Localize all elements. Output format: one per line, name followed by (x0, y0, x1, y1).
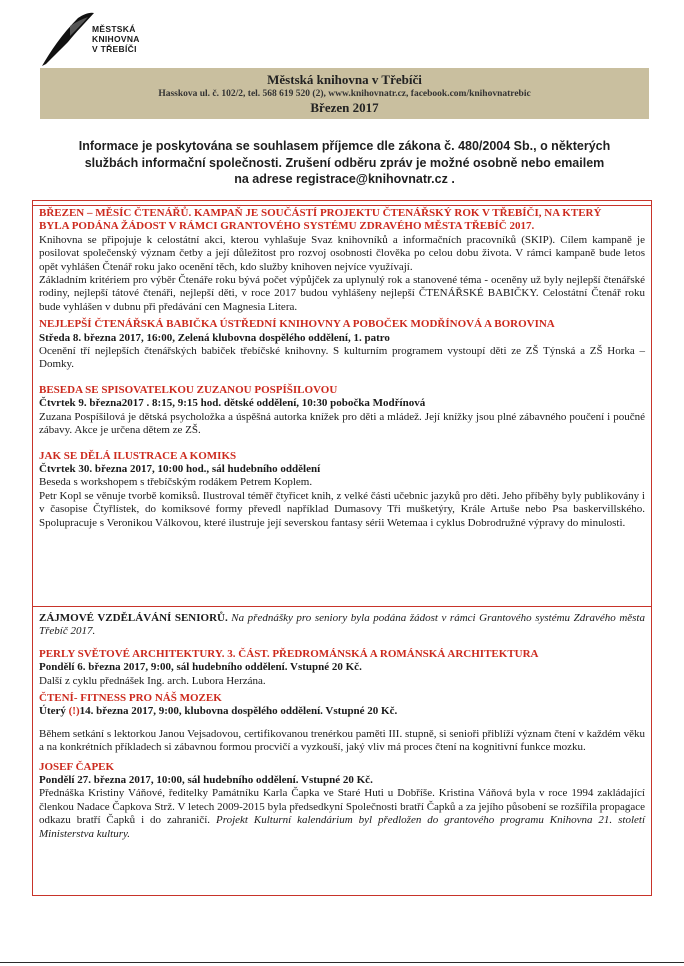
section-title: BYLA PODÁNA ŽÁDOST V RÁMCI GRANTOVÉHO SYSTÉMU ZDRAVÉHO MĚSTA TŘEBÍČ 2017. (39, 220, 535, 233)
logo-text (92, 24, 140, 54)
info-line: na adrese registrace@knihovnatr.cz . (234, 172, 455, 186)
subscription-info (40, 138, 649, 188)
info-line: Informace je poskytována se souhlasem příjemce dle zákona č. 480/2004 Sb., o některých (78, 139, 611, 153)
event-description: Zuzana Pospíšilová je dětská psycholožka a úspěšná autorka knížek pro děti a mládež. Její knížky jsou plné zábavného poučení i poučné zábavy. Akce je určena dětem ze ZŠ. (39, 410, 645, 437)
page-bottom-rule (0, 962, 684, 963)
logo-line: MĚSTSKÁ (92, 24, 136, 34)
event-title: ČTENÍ- FITNESS PRO NÁŠ MOZEK (39, 692, 222, 705)
logo-line: KNIHOVNA (92, 34, 140, 44)
event-when: Pondělí 6. března 2017, 9:00, sál hudebního oddělení. Vstupné 20 Kč. (39, 661, 362, 674)
event-when: Středa 8. března 2017, 16:00, Zelená klubovna dospělého oddělení, 1. patro (39, 331, 390, 344)
info-line: službách informační společnosti. Zrušení odběru zpráv je možné osobně nebo emailem (84, 155, 605, 170)
event-date: 14. března 2017, 9:00, klubovna dospělého oddělení. Vstupné 20 Kč. (79, 705, 398, 718)
event-title: BESEDA SE SPISOVATELKOU ZUZANOU POSPÍŠILOVOU (39, 383, 338, 396)
paragraph: Knihovna se připojuje k celostátní akci, kterou vyhlašuje Svaz knihovníků a informačních pracovníků (SKIP). Cílem kampaně je posilovat společenský význam četby a její důležitost pro rozvoj osobnosti člověka po celou dobu života. V rámci kampaně bude letos opět vyhlášen Čtenář roku jako ocenění těch, kdo služby knihoven nejvíce využívají. (39, 233, 645, 273)
section-heading-bold: ZÁJMOVÉ VZDĚLÁVÁNÍ SENIORŮ. (39, 612, 228, 624)
section-heading-italic: Na přednášky pro seniory byla podána žádost v rámci Grantového systému Zdravého města Třebíč 2017. (39, 612, 645, 638)
event-when: Čtvrtek 30. března 2017, 10:00 hod., sál hudebního oddělení (39, 462, 321, 475)
event-description: Ocenění tří nejlepších čtenářských babiček třebíčské knihovny. S kulturním programem vystoupí děti ze ZŠ Týnská a ZŠ Horka – Domky. (39, 345, 645, 371)
event-description: Beseda s workshopem s třebíčským rodákem Petrem Koplem. (39, 476, 313, 489)
event-description: Další z cyklu přednášek Ing. arch. Lubora Herzána. (39, 674, 266, 687)
quill-icon (40, 12, 100, 68)
event-title: JOSEF ČAPEK (39, 760, 115, 773)
section-seniors (39, 612, 645, 841)
attention-mark: (!) (68, 705, 80, 718)
event-day: Úterý (39, 705, 69, 718)
library-name: Městská knihovna v Třebíči (267, 72, 422, 87)
logo-line: V TŘEBÍČI (92, 44, 137, 54)
event-description-text: Přednáška Kristiny Váňové, ředitelky Památníku Karla Čapka ve Staré Huti u Dobříše. Kristina Váňová byla v roce 1994 zakládající členkou Nadace Čapkova Strž. V letech 2009-2015 byla předsedkyní Společnosti bratří Čapků a za jejího působení se rozšířila propagace odkazu bratří Čapků i do zahraničí. (39, 787, 645, 827)
library-logo (40, 12, 160, 68)
event-title: NEJLEPŠÍ ČTENÁŘSKÁ BABIČKA ÚSTŘEDNÍ KNIHOVNY A POBOČEK MODŘÍNOVÁ A BOROVINA (39, 318, 555, 331)
issue-month: Březen 2017 (310, 100, 379, 115)
header-band (40, 68, 649, 119)
event-description: Během setkání s lektorkou Janou Vejsadovou, certifikovanou trenérkou paměti III. stupně, si senioři přiblíží význam čtení v každém věku a na konkrétních příkladech si zábavnou formou procvičí a vyzkouší, jaký vliv má proces čtení na kognitivní funkce mozku. (39, 727, 645, 754)
section-heading (39, 612, 645, 639)
event-title: JAK SE DĚLÁ ILUSTRACE A KOMIKS (39, 449, 237, 462)
section-title: BŘEZEN – MĚSÍC ČTENÁŘŮ. KAMPAŇ JE SOUČÁSTÍ PROJEKTU ČTENÁŘSKÝ ROK V TŘEBÍČI, NA KTERÝ (39, 207, 602, 219)
grant-note: Projekt Kulturní kalendárium byl předložen do grantového programu Knihovna 21. století Ministerstva kultury. (39, 814, 645, 840)
event-when: Pondělí 27. března 2017, 10:00, sál hudebního oddělení. Vstupné 20 Kč. (39, 774, 373, 787)
library-address: Hasskova ul. č. 102/2, tel. 568 619 520 (2), www.knihovnatr.cz, facebook.com/knihovnatrebic (158, 89, 531, 99)
section-reading-month (39, 207, 645, 530)
event-title: PERLY SVĚTOVÉ ARCHITEKTURY. 3. ČÁST. PŘEDROMÁNSKÁ A ROMÁNSKÁ ARCHITEKTURA (39, 647, 539, 660)
event-description (39, 787, 645, 841)
event-description: Petr Kopl se věnuje tvorbě komiksů. Ilustroval téměř čtyřicet knih, z velké části učebnic jazyků pro děti. Jeho příběhy byly publikovány i v časopise Čtyřlístek, do komiksové formy převedl například Dumasovy Tři mušketýry, Krále Artuše nebo Psa baskervillského. Spolupracuje s Veronikou Válkovou, které ilustruje její severskou fantasy sérii Wetemaa i cyklus Dobrodružné výpravy do minulosti. (39, 489, 645, 529)
section-top-rule (32, 205, 652, 206)
paragraph: Základním kritériem pro výběr Čtenáře roku bývá počet výpůjček za uplynulý rok a stanovené téma - oceněny už byly nejlepší čtenářské rodiny, nejlepší tátové čtenáři, nejlepší děti, v roce 2017 budou vyhlášeny nejlepší ČTENÁŘSKÉ BABIČKY. Celostátní Čtenář roku bude vyhlášen v dubnu při předávání cen Magnesia Litera. (39, 274, 645, 313)
event-when (39, 705, 645, 718)
event-when: Čtvrtek 9. března2017 . 8:15, 9:15 hod. dětské oddělení, 10:30 pobočka Modřínová (39, 397, 426, 410)
